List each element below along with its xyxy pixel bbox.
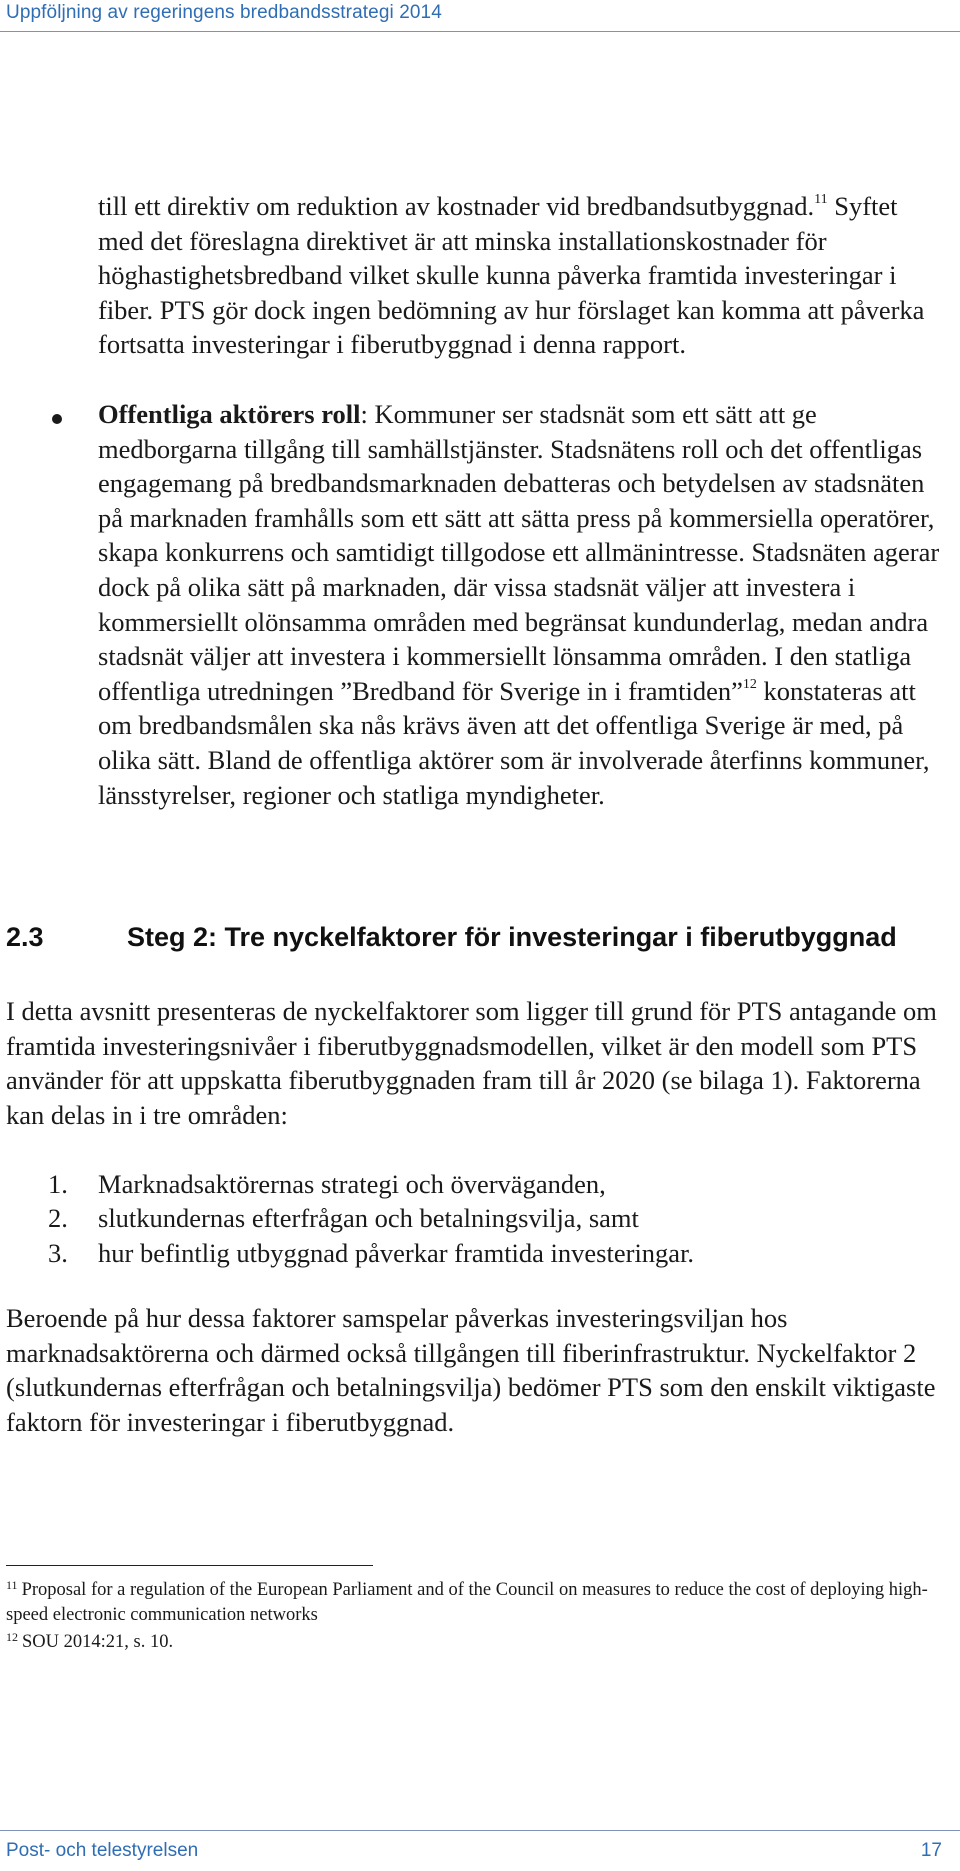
bullet-paragraph xyxy=(98,397,940,812)
list-item-3: hur befintlig utbyggnad påverkar framtida investeringar. xyxy=(98,1238,695,1268)
list-number-3: 3. xyxy=(48,1238,68,1268)
list-item-1: Marknadsaktörernas strategi och överväganden, xyxy=(98,1169,606,1199)
intro-paragraph xyxy=(98,189,940,362)
intro-rest: Syftet med det föreslagna direktivet är att minska installationskostnader för höghastighetsbredband vilket skulle kunna påverka framtida investeringar i fiber. PTS gör dock ingen bedömning av hur förslaget kan komma att påverka fortsatta investeringar i fiberutbyggnad i denna rapport. xyxy=(98,191,925,360)
footnote-ref-11[interactable]: 11 xyxy=(814,192,828,207)
paragraph-conclusion: Beroende på hur dessa faktorer samspelar påverkas investeringsviljan hos marknadsaktörerna och därmed också tillgången till fiberinfrastruktur. Nyckelfaktor 2 (slutkundernas efterfrågan och betalningsvilja) bedömer PTS som den enskilt viktigaste faktorn för investeringar i fiberutbyggnad. xyxy=(6,1303,936,1437)
page-number: 17 xyxy=(920,1840,942,1861)
list-item-2: slutkundernas efterfrågan och betalningsvilja, samt xyxy=(98,1203,639,1233)
bullet-text-a: : Kommuner ser stadsnät som ett sätt att ge medborgarna tillgång till samhällstjänster. Stadsnätens roll och det offentligas engagemang på bredbandsmarknaden debatteras och betydelsen av stadsnäten på marknaden framhålls som ett sätt att sätta press på kommersiella operatörer, skapa konkurrens och samtidigt tillgodose ett allmänintresse. Stadsnäten agerar dock på olika sätt på marknaden, där vissa stadsnät väljer att investera i kommersiellt olönsamma områden med begränsat kundunderlag, medan andra stadsnät väljer att investera i kommersiellt lönsamma områden. I den statliga offentliga utredningen ”Bredband för Sverige in i framtiden” xyxy=(98,399,940,706)
footer-organization: Post- och telestyrelsen xyxy=(6,1840,199,1861)
footnote-number: 11 xyxy=(6,1578,18,1592)
bullet-dot xyxy=(52,414,62,424)
footnote-text: Proposal for a regulation of the European Parliament and of the Council on measures to reduce the cost of deploying high-speed electronic communication networks xyxy=(6,1580,928,1625)
list-number-2: 2. xyxy=(48,1203,68,1233)
footer-divider xyxy=(0,1830,960,1831)
footnote-text: SOU 2014:21, s. 10. xyxy=(22,1632,174,1652)
footnote-11 xyxy=(6,1578,936,1628)
section-title: Steg 2: Tre nyckelfaktorer för investeringar i fiberutbyggnad xyxy=(127,922,897,952)
running-header: Uppföljning av regeringens bredbandsstrategi 2014 xyxy=(6,2,442,23)
footnote-number: 12 xyxy=(6,1630,18,1644)
bullet-heading: Offentliga aktörers roll xyxy=(98,399,361,429)
footnote-12 xyxy=(6,1630,936,1655)
bullet-text-b: konstateras att om bredbandsmålen ska nås krävs även att det offentliga Sverige är med, på olika sätt. Bland de offentliga aktörer som är involverade återfinns kommuner, länsstyrelser, regioner och statliga myndigheter. xyxy=(98,675,930,810)
paragraph-intro-factors: I detta avsnitt presenteras de nyckelfaktorer som ligger till grund för PTS antagande om framtida investeringsnivåer i fiberutbyggnadsmodellen, vilket är den modell som PTS använder för att uppskatta fiberutbyggnaden fram till år 2020 (se bilaga 1). Faktorerna kan delas in i tre områden: xyxy=(6,996,937,1130)
header-divider xyxy=(0,31,960,32)
footnote-ref-12[interactable]: 12 xyxy=(742,676,757,692)
footnote-divider xyxy=(6,1565,373,1566)
intro-line1: till ett direktiv om reduktion av kostnader vid bredbandsutbyggnad. xyxy=(98,191,815,221)
list-number-1: 1. xyxy=(48,1169,68,1199)
section-number: 2.3 xyxy=(6,922,44,952)
